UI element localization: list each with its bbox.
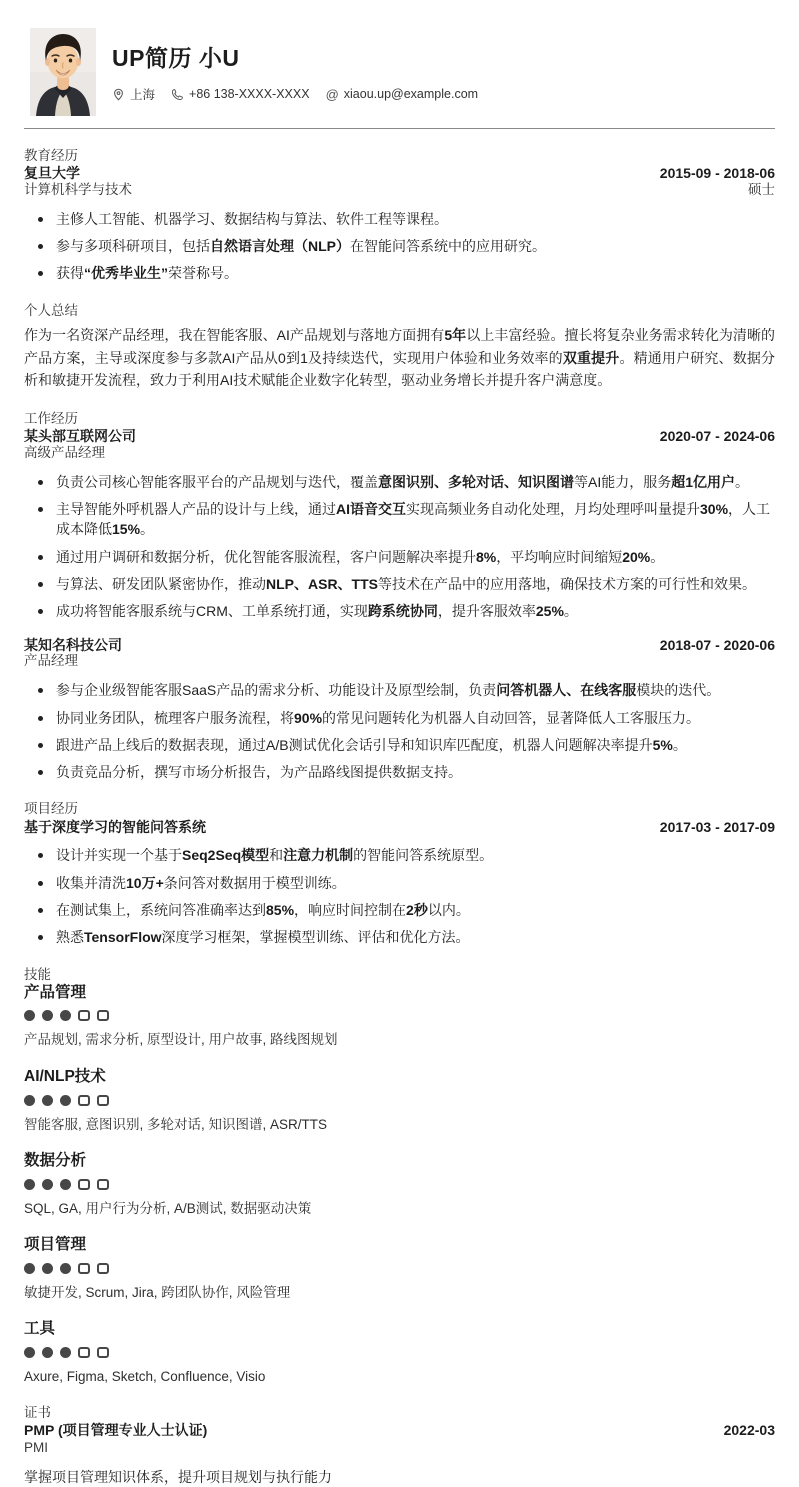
skill-level-dots [24, 1010, 775, 1021]
skill-groups [24, 984, 775, 1386]
skill-keywords: 智能客服, 意图识别, 多轮对话, 知识图谱, ASR/TTS [24, 1116, 328, 1132]
skill-dot-filled [60, 1179, 71, 1190]
resume-body [0, 148, 799, 1487]
skill-dot-empty [78, 1263, 90, 1274]
work-entry [24, 637, 775, 783]
skill-name: 产品管理 [24, 983, 87, 1001]
location-text: 上海 [130, 88, 156, 102]
skill-dot-filled [24, 1263, 35, 1274]
company-name: 某头部互联网公司 [24, 428, 136, 445]
skill-dot-empty [97, 1095, 109, 1106]
skill-level-dots [24, 1095, 775, 1106]
degree: 硕士 [748, 181, 775, 197]
job-role: 高级产品经理 [24, 444, 105, 460]
skill-dot-filled [42, 1179, 53, 1190]
skill-dot-filled [60, 1095, 71, 1106]
contact-phone [171, 87, 310, 101]
bullet-item: 跟进产品上线后的数据表现，通过A/B测试优化会话引导和知识库匹配度，机器人问题解决率提升5%。 [24, 735, 775, 755]
education-bullets [24, 209, 775, 284]
bullet-item: 负责公司核心智能客服平台的产品规划与迭代，覆盖意图识别、多轮对话、知识图谱等AI能力，服务超1亿用户。 [24, 472, 775, 492]
skill-dot-filled [24, 1347, 35, 1358]
email-at-icon: @ [325, 86, 339, 102]
project-entry [24, 819, 775, 948]
work-date: 2018-07 - 2020-06 [659, 636, 775, 653]
skill-group [24, 1068, 775, 1133]
bullet-item: 设计并实现一个基于Seq2Seq模型和注意力机制的智能问答系统原型。 [24, 845, 775, 865]
bullet-item: 协同业务团队，梳理客户服务流程，将90%的常见问题转化为机器人自动回答，显著降低人工客服压力。 [24, 708, 775, 728]
skill-name: 项目管理 [24, 1236, 87, 1254]
company-name: 某知名科技公司 [24, 636, 122, 653]
section-skills [24, 967, 775, 1386]
certificate-description: 掌握项目管理知识体系，提升项目规划与执行能力 [24, 1469, 332, 1486]
skill-dot-filled [60, 1263, 71, 1274]
skill-dot-empty [97, 1263, 109, 1274]
skill-dot-filled [24, 1179, 35, 1190]
bullet-item: 负责竞品分析，撰写市场分析报告，为产品路线图提供数据支持。 [24, 762, 775, 782]
email-text: xiaou.up@example.com [343, 87, 479, 101]
location-pin-icon [112, 88, 125, 101]
certificate-issuer: PMI [24, 1439, 49, 1455]
certificate-name: PMP (项目管理专业人士认证) [24, 1421, 208, 1438]
bullet-item: 参与企业级智能客服SaaS产品的需求分析、功能设计及原型绘制，负责问答机器人、在线客服模块的迭代。 [24, 680, 775, 700]
skill-dot-filled [24, 1095, 35, 1106]
skill-level-dots [24, 1179, 775, 1190]
bullet-item: 收集并清洗10万+条问答对数据用于模型训练。 [24, 873, 775, 893]
bullet-item: 熟悉TensorFlow深度学习框架，掌握模型训练、评估和优化方法。 [24, 927, 775, 947]
education-entry [24, 165, 775, 284]
phone-icon [171, 88, 184, 101]
skill-dot-empty [78, 1179, 90, 1190]
skill-dot-filled [42, 1010, 53, 1021]
skill-dot-filled [60, 1010, 71, 1021]
work-bullets [24, 472, 775, 622]
section-project [24, 801, 775, 947]
certificate-entry [24, 1422, 775, 1487]
header-divider [24, 128, 775, 129]
skill-level-dots [24, 1263, 775, 1274]
bullet-item: 在测试集上，系统问答准确率达到85%，响应时间控制在2秒以内。 [24, 900, 775, 920]
skill-dot-filled [24, 1010, 35, 1021]
skill-dot-empty [78, 1347, 90, 1358]
bullet-item: 通过用户调研和数据分析，优化智能客服流程，客户问题解决率提升8%，平均响应时间缩短20%。 [24, 547, 775, 567]
bullet-item: 主导智能外呼机器人产品的设计与上线，通过AI语音交互实现高频业务自动化处理，月均处理呼叫量提升30%，人工成本降低15%。 [24, 499, 775, 540]
bullet-item: 获得“优秀毕业生”荣誉称号。 [24, 263, 775, 283]
phone-text: +86 138-XXXX-XXXX [189, 87, 310, 101]
work-date: 2020-07 - 2024-06 [659, 428, 775, 445]
work-entries [24, 428, 775, 782]
project-date: 2017-03 - 2017-09 [659, 818, 775, 835]
bullet-item: 与算法、研发团队紧密协作，推动NLP、ASR、TTS等技术在产品中的应用落地，确保技术方案的可行性和效果。 [24, 574, 775, 594]
section-title: 技能 [24, 966, 51, 982]
contact-row [112, 85, 478, 103]
skill-keywords: 产品规划, 需求分析, 原型设计, 用户故事, 路线图规划 [24, 1032, 338, 1048]
section-title: 个人总结 [24, 302, 78, 318]
work-bullets [24, 680, 775, 782]
skill-dot-filled [42, 1095, 53, 1106]
summary-paragraph: 作为一名资深产品经理，我在智能客服、AI产品规划与落地方面拥有5年以上丰富经验。擅长将复杂业务需求转化为清晰的产品方案，主导或深度参与多款AI产品从0到1及持续迭代，实现用户体验和业务效率的双重提升。精通用户研究、数据分析和敏捷开发流程，致力于利用AI技术赋能企业数字化转型，驱动业务增长并提升客户满意度。 [24, 326, 775, 389]
resume-header [0, 0, 799, 116]
section-title: 工作经历 [24, 410, 78, 426]
bullet-item: 参与多项科研项目，包括自然语言处理（NLP）在智能问答系统中的应用研究。 [24, 236, 775, 256]
skill-dot-filled [42, 1263, 53, 1274]
skill-keywords: 敏捷开发, Scrum, Jira, 跨团队协作, 风险管理 [24, 1284, 291, 1300]
skill-dot-empty [97, 1347, 109, 1358]
skill-group [24, 984, 775, 1049]
bullet-item: 成功将智能客服系统与CRM、工单系统打通，实现跨系统协同，提升客服效率25%。 [24, 601, 775, 621]
header-text [112, 28, 478, 116]
avatar [30, 28, 96, 116]
skill-group [24, 1236, 775, 1301]
skill-name: AI/NLP技术 [24, 1067, 106, 1085]
skill-dot-empty [78, 1010, 90, 1021]
bullet-item: 主修人工智能、机器学习、数据结构与算法、软件工程等课程。 [24, 209, 775, 229]
project-name: 基于深度学习的智能问答系统 [24, 818, 206, 835]
certificate-date: 2022-03 [723, 1421, 775, 1438]
major: 计算机科学与技术 [24, 181, 132, 197]
work-entry [24, 428, 775, 621]
job-role: 产品经理 [24, 653, 78, 669]
skill-dot-filled [60, 1347, 71, 1358]
project-bullets [24, 845, 775, 947]
section-education [24, 148, 775, 284]
contact-location [112, 85, 155, 103]
avatar-portrait-illustration [30, 28, 96, 116]
section-title: 项目经历 [24, 801, 78, 817]
section-title: 证书 [24, 1404, 51, 1420]
section-certificate [24, 1405, 775, 1487]
candidate-name: UP简历 小U [112, 45, 240, 71]
skill-dot-empty [78, 1095, 90, 1106]
skill-group [24, 1320, 775, 1385]
skill-dot-empty [97, 1179, 109, 1190]
skill-keywords: SQL, GA, 用户行为分析, A/B测试, 数据驱动决策 [24, 1200, 312, 1216]
section-summary [24, 303, 775, 392]
skill-dot-empty [97, 1010, 109, 1021]
education-date: 2015-09 - 2018-06 [659, 165, 775, 182]
school-name: 复旦大学 [24, 165, 80, 182]
skill-level-dots [24, 1347, 775, 1358]
skill-name: 数据分析 [24, 1152, 87, 1170]
contact-email [326, 87, 479, 101]
skill-dot-filled [42, 1347, 53, 1358]
skill-keywords: Axure, Figma, Sketch, Confluence, Visio [24, 1368, 266, 1384]
skill-group [24, 1152, 775, 1217]
skill-name: 工具 [24, 1320, 56, 1338]
section-title: 教育经历 [24, 148, 78, 163]
section-work [24, 411, 775, 783]
